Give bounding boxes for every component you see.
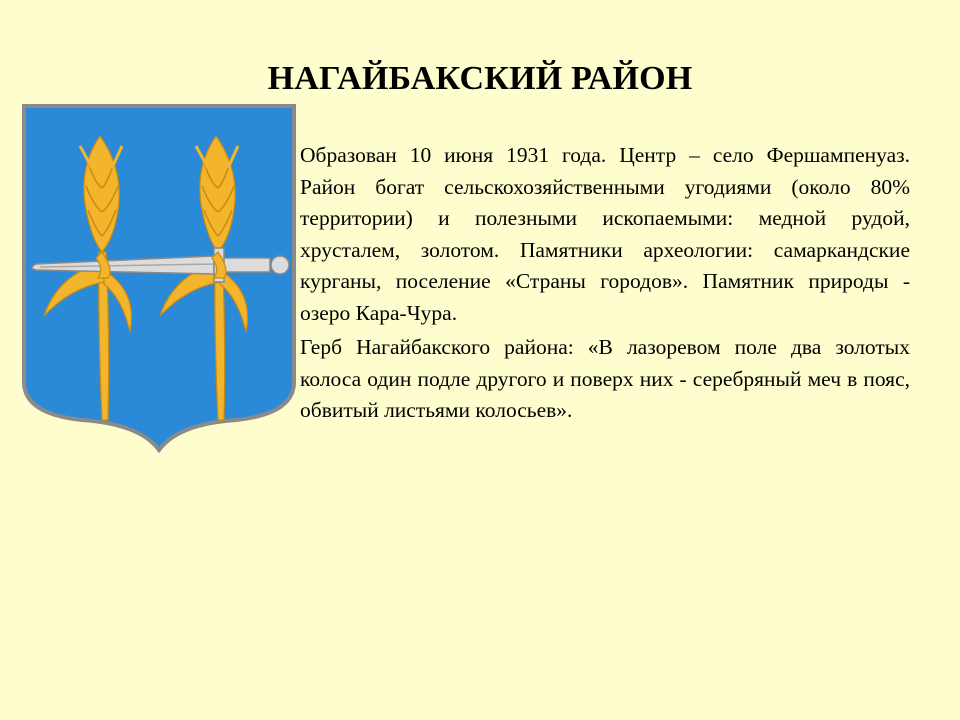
paragraph-district-info: Образован 10 июня 1931 года. Центр – село Фершампенуаз. Район богат сельскохозяйственными угодиями (около 80% территории) и полезными ископаемыми: медной рудой, хрусталем, золотом. Памятники археологии: самаркандские курганы, поселение «Страны городов». Памятник природы - озеро Кара-Чура. xyxy=(300,143,910,325)
body-text xyxy=(300,140,910,427)
coat-of-arms-icon xyxy=(18,102,300,454)
paragraph-coat-of-arms: Герб Нагайбакского района: «В лазоревом поле два золотых колоса один подле другого и поверх них - серебряный меч в пояс, обвитый листьями колосьев». xyxy=(300,335,910,422)
page-title: НАГАЙБАКСКИЙ РАЙОН xyxy=(267,60,693,97)
shield-icon xyxy=(24,106,294,450)
